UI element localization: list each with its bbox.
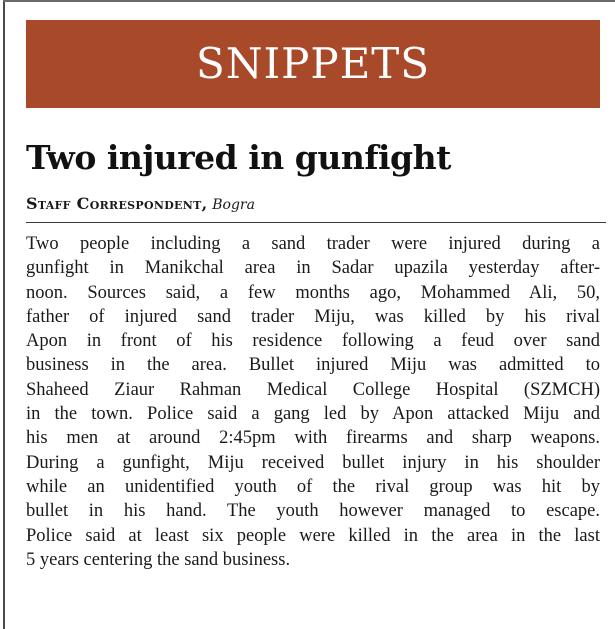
- article-line: father of injured sand trader Miju, was killed by his rival: [26, 306, 600, 327]
- article-headline: Two injured in gunfight: [26, 138, 451, 177]
- byline-divider: [26, 222, 606, 223]
- article-line: business in the area. Bullet injured Miju was admitted to: [26, 355, 600, 376]
- article-line: Shaheed Ziaur Rahman Medical College Hospital (SZMCH): [26, 379, 600, 400]
- clipping-top-border: [3, 0, 615, 2]
- article-line: Two people including a sand trader were injured during a: [26, 234, 600, 254]
- article-line: Apon in front of his residence following a feud over sand: [26, 331, 600, 352]
- article-line: 5 years centering the sand business.: [26, 549, 291, 570]
- article-line: gunfight in Manikchal area in Sadar upazila yesterday after-: [26, 258, 600, 279]
- article-line: while an unidentified youth of the rival group was hit by: [26, 476, 600, 497]
- article-line: in the town. Police said a gang led by Apon attacked Miju and: [26, 404, 600, 425]
- article-line: Police said at least six people were killed in the area in the last: [26, 525, 600, 546]
- article-line: his men at around 2:45pm with firearms and sharp weapons.: [26, 428, 600, 449]
- byline-place: Bogra: [212, 197, 255, 213]
- article-body: [26, 232, 600, 572]
- article-line: bullet in his hand. The youth however managed to escape.: [26, 501, 600, 522]
- section-banner: [26, 20, 600, 108]
- article-line: During a gunfight, Miju received bullet injury in his shoulder: [26, 452, 600, 473]
- byline-separator: ,: [201, 194, 208, 213]
- clipping-left-border: [3, 0, 5, 629]
- article-line: noon. Sources said, a few months ago, Mohammed Ali, 50,: [26, 282, 600, 303]
- byline-role: Staff Correspondent: [26, 194, 202, 213]
- section-title: SNIPPETS: [195, 39, 431, 88]
- byline: [26, 192, 255, 217]
